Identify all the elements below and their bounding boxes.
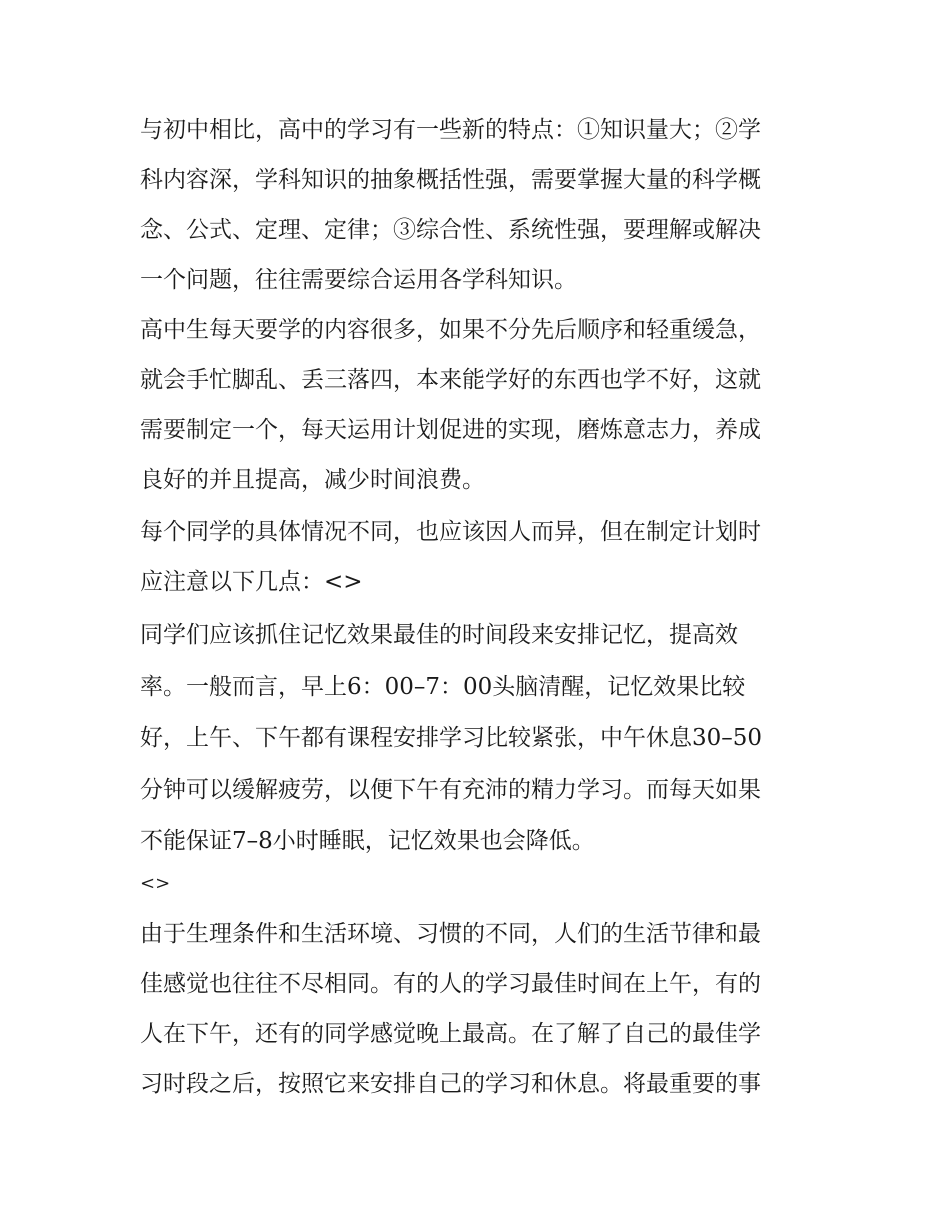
text-line: 应注意以下几点：<>	[140, 569, 363, 595]
text-line: 人在下午，还有的同学感觉晚上最高。在了解了自己的最佳学	[140, 1021, 761, 1047]
text-line: 习时段之后，按照它来安排自己的学习和休息。将最重要的事	[140, 1071, 761, 1097]
text-line: 一个问题，往往需要综合运用各学科知识。	[140, 267, 577, 293]
text-line: 分钟可以缓解疲劳，以便下午有充沛的精力学习。而每天如果	[140, 777, 761, 803]
text-line: 每个同学的具体情况不同，也应该因人而异，但在制定计划时	[140, 519, 761, 545]
text-line: 就会手忙脚乱、丢三落四，本来能学好的东西也学不好，这就	[140, 367, 761, 393]
text-line: 需要制定一个，每天运用计划促进的实现，磨炼意志力，养成	[140, 417, 761, 443]
text-line: 与初中相比，高中的学习有一些新的特点：①知识量大；②学	[140, 117, 761, 143]
text-line: 好，上午、下午都有课程安排学习比较紧张，中午休息30–50	[140, 725, 763, 751]
text-line: 由于生理条件和生活环境、习惯的不同，人们的生活节律和最	[140, 921, 761, 947]
text-line: 佳感觉也往往不尽相同。有的人的学习最佳时间在上午，有的	[140, 971, 761, 997]
text-line: 良好的并且提高，减少时间浪费。	[140, 467, 485, 493]
text-line: 念、公式、定理、定律；③综合性、系统性强，要理解或解决	[140, 217, 761, 243]
text-line: 科内容深，学科知识的抽象概括性强，需要掌握大量的科学概	[140, 167, 761, 193]
text-line: 率。一般而言，早上6：00–7：00头脑清醒，记忆效果比较	[140, 674, 746, 700]
text-line: <>	[140, 873, 171, 894]
text-line: 不能保证7–8小时睡眠，记忆效果也会降低。	[140, 828, 595, 854]
text-line: 同学们应该抓住记忆效果最佳的时间段来安排记忆，提高效	[140, 622, 738, 648]
text-line: 高中生每天要学的内容很多，如果不分先后顺序和轻重缓急，	[140, 317, 761, 343]
